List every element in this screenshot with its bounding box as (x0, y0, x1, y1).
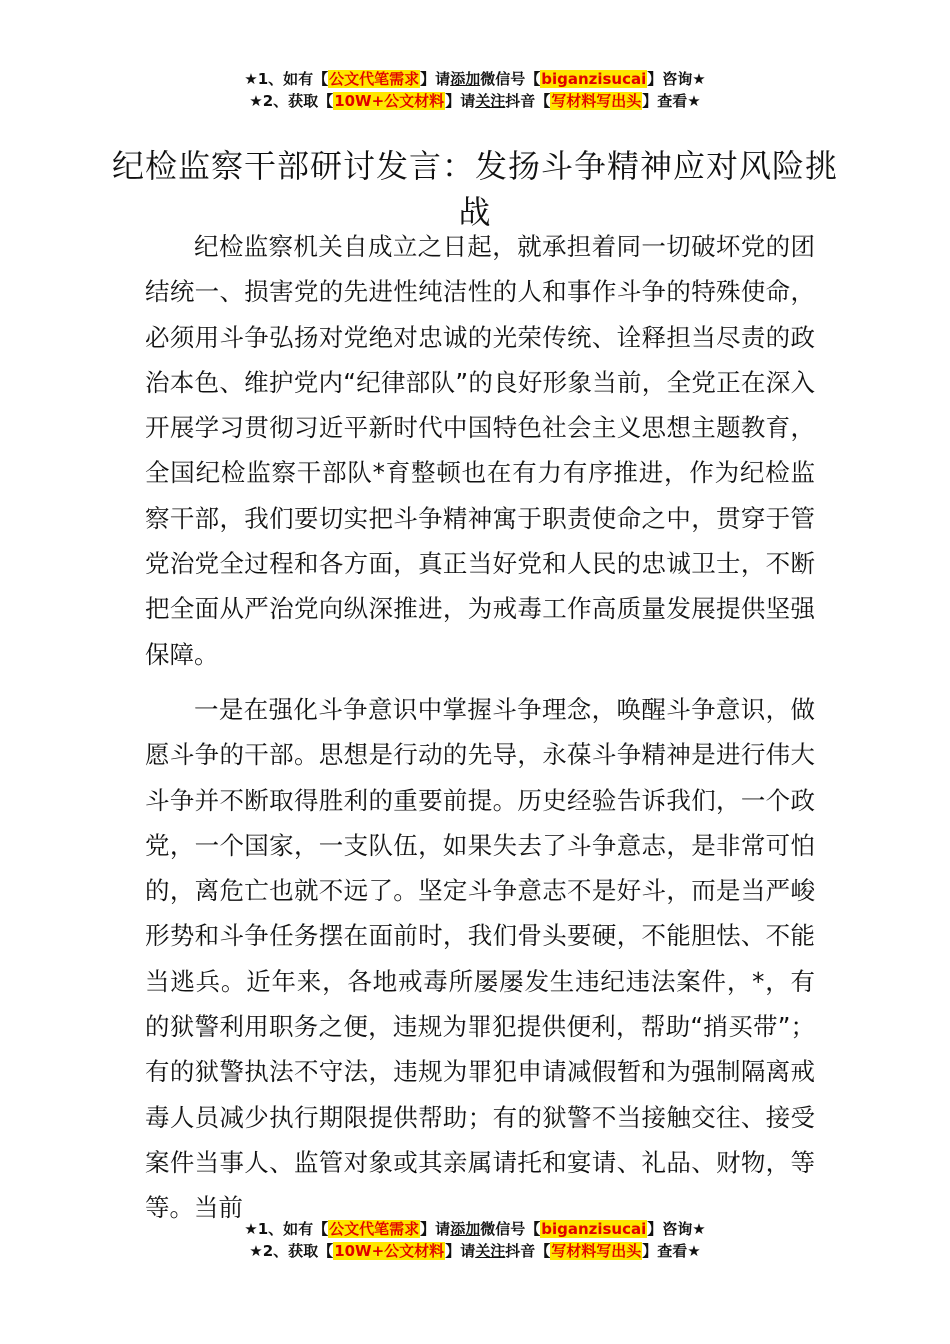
document-title: 纪检监察干部研讨发言：发扬斗争精神应对风险挑战 (111, 147, 838, 232)
promo-line-1: ★1、如有【公文代笔需求】请添加微信号【biganzisucai】咨询★ (244, 70, 706, 88)
highlight-service: 公文代笔需求 (329, 1220, 420, 1238)
footer-promo (0, 1218, 950, 1262)
paragraph: 纪检监察机关自成立之日起，就承担着同一切破坏党的团结统一、损害党的先进性纯洁性的人和事作斗争的特殊使命，必须用斗争弘扬对党绝对忠诚的光荣传统、诠释担当尽责的政治本色、维护党内“纪律部队”的良好形象当前，全党正在深入开展学习贯彻习近平新时代中国特色社会主义思想主题教育，全国纪检监察干部队*育整顿也在有力有序推进，作为纪检监察干部，我们要切实把斗争精神寓于职责使命之中，贯穿于管党治党全过程和各方面，真正当好党和人民的忠诚卫士，不断把全面从严治党向纵深推进，为戒毒工作高质量发展提供坚强保障。 (145, 232, 815, 669)
promo-line-2: ★2、获取【10W+公文材料】请关注抖音【写材料写出头】查看★ (249, 1242, 701, 1260)
header-promo (0, 68, 950, 112)
highlight-materials: 10W+公文材料 (334, 1242, 445, 1260)
highlight-service: 公文代笔需求 (329, 70, 420, 88)
highlight-materials: 10W+公文材料 (334, 92, 445, 110)
highlight-douyin: 写材料写出头 (551, 92, 642, 110)
highlight-douyin: 写材料写出头 (551, 1242, 642, 1260)
promo-line-1: ★1、如有【公文代笔需求】请添加微信号【biganzisucai】咨询★ (244, 1220, 706, 1238)
paragraph: 一是在强化斗争意识中掌握斗争理念，唤醒斗争意识，做愿斗争的干部。思想是行动的先导，永葆斗争精神是进行伟大斗争并不断取得胜利的重要前提。历史经验告诉我们，一个政党，一个国家，一支队伍，如果失去了斗争意志，是非常可怕的，离危亡也就不远了。坚定斗争意志不是好斗，而是当严峻形势和斗争任务摆在面前时，我们骨头要硬，不能胆怯、不能当逃兵。近年来，各地戒毒所屡屡发生违纪违法案件，*，有的狱警利用职务之便，违规为罪犯提供便利，帮助“捎买带”；有的狱警执法不守法，违规为罪犯申请减假暂和为强制隔离戒毒人员减少执行期限提供帮助；有的狱警不当接触交往、接受案件当事人、监管对象或其亲属请托和宴请、礼品、财物，等等。当前 (145, 694, 815, 1223)
highlight-wechat-id: biganzisucai (541, 70, 647, 88)
highlight-wechat-id: biganzisucai (541, 1220, 647, 1238)
promo-line-2: ★2、获取【10W+公文材料】请关注抖音【写材料写出头】查看★ (249, 92, 701, 110)
document-body (145, 224, 815, 1231)
